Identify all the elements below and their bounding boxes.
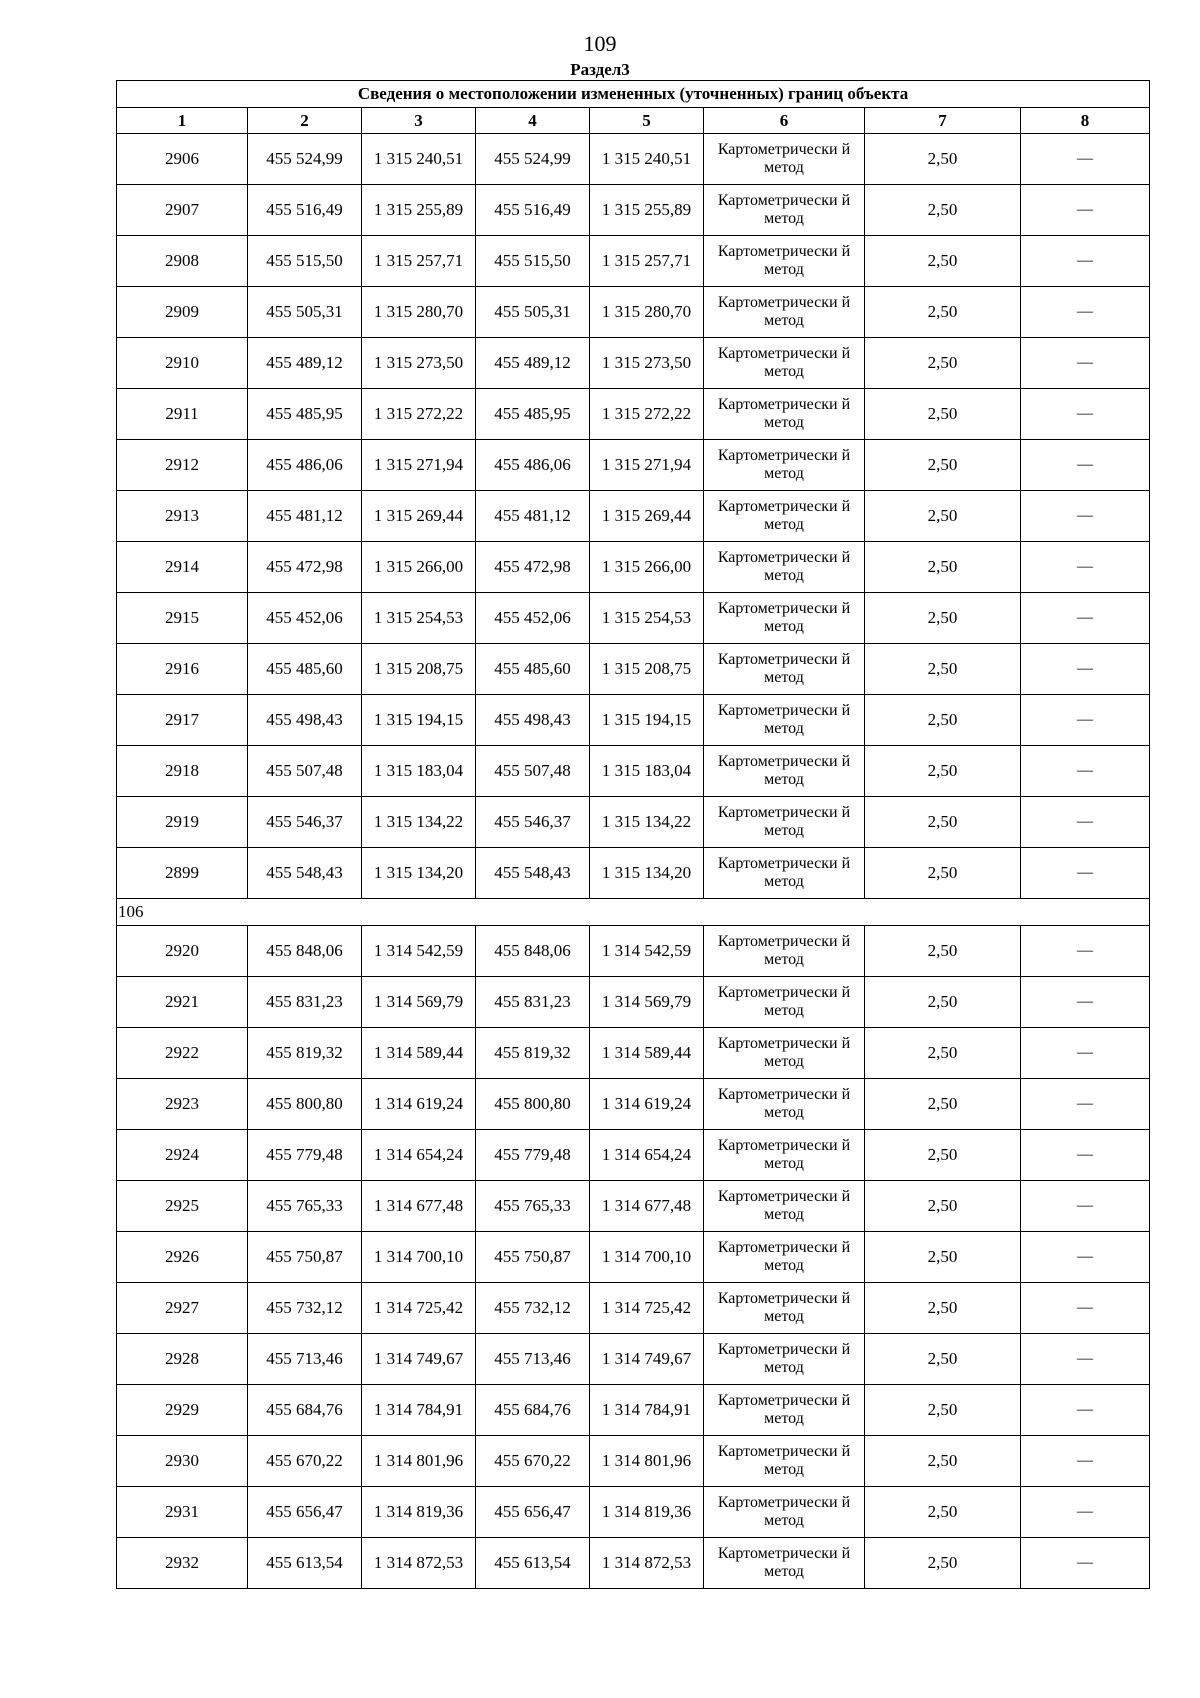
accuracy-cell: 2,50 <box>865 389 1021 440</box>
extra-cell: — <box>1021 542 1150 593</box>
y-new-cell: 1 315 240,51 <box>590 134 704 185</box>
y-existing-cell: 1 315 255,89 <box>362 185 476 236</box>
accuracy-cell: 2,50 <box>865 1538 1021 1589</box>
table-row <box>117 644 1150 695</box>
y-new-cell: 1 314 749,67 <box>590 1334 704 1385</box>
x-new-cell: 455 481,12 <box>476 491 590 542</box>
method-cell: Картометрически й метод <box>704 1436 865 1487</box>
x-new-cell: 455 507,48 <box>476 746 590 797</box>
extra-cell: — <box>1021 1436 1150 1487</box>
extra-cell: — <box>1021 1028 1150 1079</box>
accuracy-cell: 2,50 <box>865 185 1021 236</box>
y-existing-cell: 1 314 619,24 <box>362 1079 476 1130</box>
extra-cell: — <box>1021 1232 1150 1283</box>
extra-cell: — <box>1021 1487 1150 1538</box>
y-existing-cell: 1 315 280,70 <box>362 287 476 338</box>
y-new-cell: 1 315 280,70 <box>590 287 704 338</box>
extra-cell: — <box>1021 491 1150 542</box>
y-existing-cell: 1 314 677,48 <box>362 1181 476 1232</box>
accuracy-cell: 2,50 <box>865 1232 1021 1283</box>
x-existing-cell: 455 516,49 <box>248 185 362 236</box>
x-existing-cell: 455 548,43 <box>248 848 362 899</box>
y-new-cell: 1 315 257,71 <box>590 236 704 287</box>
method-cell: Картометрически й метод <box>704 1538 865 1589</box>
method-cell: Картометрически й метод <box>704 1283 865 1334</box>
x-new-cell: 455 656,47 <box>476 1487 590 1538</box>
x-new-cell: 455 750,87 <box>476 1232 590 1283</box>
accuracy-cell: 2,50 <box>865 1181 1021 1232</box>
method-cell: Картометрически й метод <box>704 185 865 236</box>
point-number-cell: 2925 <box>117 1181 248 1232</box>
table-row <box>117 848 1150 899</box>
x-new-cell: 455 485,60 <box>476 644 590 695</box>
table-row <box>117 1538 1150 1589</box>
table-row <box>117 389 1150 440</box>
y-new-cell: 1 314 542,59 <box>590 926 704 977</box>
method-cell: Картометрически й метод <box>704 593 865 644</box>
table-row <box>117 926 1150 977</box>
y-existing-cell: 1 314 749,67 <box>362 1334 476 1385</box>
accuracy-cell: 2,50 <box>865 491 1021 542</box>
accuracy-cell: 2,50 <box>865 134 1021 185</box>
x-existing-cell: 455 486,06 <box>248 440 362 491</box>
x-new-cell: 455 452,06 <box>476 593 590 644</box>
extra-cell: — <box>1021 389 1150 440</box>
x-new-cell: 455 485,95 <box>476 389 590 440</box>
x-new-cell: 455 765,33 <box>476 1181 590 1232</box>
point-number-cell: 2922 <box>117 1028 248 1079</box>
table-row <box>117 236 1150 287</box>
point-number-cell: 2918 <box>117 746 248 797</box>
extra-cell: — <box>1021 440 1150 491</box>
accuracy-cell: 2,50 <box>865 287 1021 338</box>
y-new-cell: 1 314 725,42 <box>590 1283 704 1334</box>
y-new-cell: 1 315 134,22 <box>590 797 704 848</box>
table-caption: Сведения о местоположении измененных (уточненных) границ объекта <box>117 81 1150 108</box>
extra-cell: — <box>1021 848 1150 899</box>
method-cell: Картометрически й метод <box>704 1079 865 1130</box>
y-existing-cell: 1 315 194,15 <box>362 695 476 746</box>
column-number: 3 <box>362 108 476 134</box>
x-new-cell: 455 831,23 <box>476 977 590 1028</box>
column-number: 6 <box>704 108 865 134</box>
accuracy-cell: 2,50 <box>865 542 1021 593</box>
x-new-cell: 455 800,80 <box>476 1079 590 1130</box>
table-row <box>117 797 1150 848</box>
table-row <box>117 542 1150 593</box>
extra-cell: — <box>1021 1079 1150 1130</box>
y-existing-cell: 1 315 134,20 <box>362 848 476 899</box>
y-existing-cell: 1 315 254,53 <box>362 593 476 644</box>
column-number: 1 <box>117 108 248 134</box>
x-new-cell: 455 505,31 <box>476 287 590 338</box>
y-existing-cell: 1 315 183,04 <box>362 746 476 797</box>
extra-cell: — <box>1021 1538 1150 1589</box>
accuracy-cell: 2,50 <box>865 1385 1021 1436</box>
y-existing-cell: 1 314 700,10 <box>362 1232 476 1283</box>
accuracy-cell: 2,50 <box>865 644 1021 695</box>
x-new-cell: 455 486,06 <box>476 440 590 491</box>
x-existing-cell: 455 507,48 <box>248 746 362 797</box>
group-row <box>117 899 1150 926</box>
x-existing-cell: 455 750,87 <box>248 1232 362 1283</box>
x-new-cell: 455 548,43 <box>476 848 590 899</box>
x-existing-cell: 455 713,46 <box>248 1334 362 1385</box>
point-number-cell: 2924 <box>117 1130 248 1181</box>
column-number: 4 <box>476 108 590 134</box>
extra-cell: — <box>1021 593 1150 644</box>
method-cell: Картометрически й метод <box>704 926 865 977</box>
y-existing-cell: 1 314 654,24 <box>362 1130 476 1181</box>
x-new-cell: 455 489,12 <box>476 338 590 389</box>
table-row <box>117 746 1150 797</box>
x-existing-cell: 455 452,06 <box>248 593 362 644</box>
point-number-cell: 2908 <box>117 236 248 287</box>
table-row <box>117 1487 1150 1538</box>
extra-cell: — <box>1021 746 1150 797</box>
x-existing-cell: 455 546,37 <box>248 797 362 848</box>
extra-cell: — <box>1021 134 1150 185</box>
y-new-cell: 1 315 271,94 <box>590 440 704 491</box>
point-number-cell: 2923 <box>117 1079 248 1130</box>
section-title: Раздел3 <box>570 60 630 79</box>
x-new-cell: 455 472,98 <box>476 542 590 593</box>
x-new-cell: 455 670,22 <box>476 1436 590 1487</box>
x-existing-cell: 455 524,99 <box>248 134 362 185</box>
y-existing-cell: 1 315 208,75 <box>362 644 476 695</box>
accuracy-cell: 2,50 <box>865 593 1021 644</box>
accuracy-cell: 2,50 <box>865 695 1021 746</box>
column-number: 5 <box>590 108 704 134</box>
method-cell: Картометрически й метод <box>704 1232 865 1283</box>
extra-cell: — <box>1021 1334 1150 1385</box>
x-new-cell: 455 498,43 <box>476 695 590 746</box>
y-existing-cell: 1 314 784,91 <box>362 1385 476 1436</box>
point-number-cell: 2912 <box>117 440 248 491</box>
table-row <box>117 1283 1150 1334</box>
y-new-cell: 1 314 801,96 <box>590 1436 704 1487</box>
table-row <box>117 1436 1150 1487</box>
y-new-cell: 1 315 273,50 <box>590 338 704 389</box>
accuracy-cell: 2,50 <box>865 746 1021 797</box>
y-existing-cell: 1 314 801,96 <box>362 1436 476 1487</box>
point-number-cell: 2914 <box>117 542 248 593</box>
table-row <box>117 977 1150 1028</box>
extra-cell: — <box>1021 338 1150 389</box>
y-new-cell: 1 314 677,48 <box>590 1181 704 1232</box>
table-row <box>117 440 1150 491</box>
x-existing-cell: 455 765,33 <box>248 1181 362 1232</box>
point-number-cell: 2930 <box>117 1436 248 1487</box>
x-existing-cell: 455 613,54 <box>248 1538 362 1589</box>
point-number-cell: 2907 <box>117 185 248 236</box>
x-existing-cell: 455 656,47 <box>248 1487 362 1538</box>
accuracy-cell: 2,50 <box>865 1283 1021 1334</box>
x-new-cell: 455 713,46 <box>476 1334 590 1385</box>
extra-cell: — <box>1021 1385 1150 1436</box>
x-existing-cell: 455 485,60 <box>248 644 362 695</box>
point-number-cell: 2911 <box>117 389 248 440</box>
x-new-cell: 455 819,32 <box>476 1028 590 1079</box>
x-existing-cell: 455 498,43 <box>248 695 362 746</box>
method-cell: Картометрически й метод <box>704 338 865 389</box>
method-cell: Картометрически й метод <box>704 644 865 695</box>
y-existing-cell: 1 315 240,51 <box>362 134 476 185</box>
y-existing-cell: 1 315 266,00 <box>362 542 476 593</box>
accuracy-cell: 2,50 <box>865 926 1021 977</box>
coordinates-table <box>116 80 1150 1589</box>
table-row <box>117 695 1150 746</box>
extra-cell: — <box>1021 926 1150 977</box>
y-new-cell: 1 314 872,53 <box>590 1538 704 1589</box>
x-existing-cell: 455 819,32 <box>248 1028 362 1079</box>
extra-cell: — <box>1021 287 1150 338</box>
table-row <box>117 1181 1150 1232</box>
point-number-cell: 2917 <box>117 695 248 746</box>
method-cell: Картометрически й метод <box>704 848 865 899</box>
accuracy-cell: 2,50 <box>865 848 1021 899</box>
x-new-cell: 455 515,50 <box>476 236 590 287</box>
point-number-cell: 2915 <box>117 593 248 644</box>
table-row <box>117 1385 1150 1436</box>
accuracy-cell: 2,50 <box>865 797 1021 848</box>
x-existing-cell: 455 481,12 <box>248 491 362 542</box>
point-number-cell: 2928 <box>117 1334 248 1385</box>
y-existing-cell: 1 315 271,94 <box>362 440 476 491</box>
y-new-cell: 1 315 255,89 <box>590 185 704 236</box>
y-existing-cell: 1 314 872,53 <box>362 1538 476 1589</box>
x-existing-cell: 455 831,23 <box>248 977 362 1028</box>
table-row <box>117 185 1150 236</box>
group-label: 106 <box>117 899 1150 926</box>
extra-cell: — <box>1021 1181 1150 1232</box>
y-new-cell: 1 315 254,53 <box>590 593 704 644</box>
x-new-cell: 455 613,54 <box>476 1538 590 1589</box>
x-existing-cell: 455 489,12 <box>248 338 362 389</box>
point-number-cell: 2919 <box>117 797 248 848</box>
point-number-cell: 2920 <box>117 926 248 977</box>
y-existing-cell: 1 314 589,44 <box>362 1028 476 1079</box>
method-cell: Картометрически й метод <box>704 1385 865 1436</box>
x-existing-cell: 455 472,98 <box>248 542 362 593</box>
method-cell: Картометрически й метод <box>704 1487 865 1538</box>
x-existing-cell: 455 505,31 <box>248 287 362 338</box>
point-number-cell: 2916 <box>117 644 248 695</box>
column-number-row <box>117 108 1150 134</box>
x-existing-cell: 455 848,06 <box>248 926 362 977</box>
x-existing-cell: 455 732,12 <box>248 1283 362 1334</box>
table-row <box>117 1334 1150 1385</box>
method-cell: Картометрически й метод <box>704 236 865 287</box>
table-row <box>117 593 1150 644</box>
method-cell: Картометрически й метод <box>704 746 865 797</box>
point-number-cell: 2932 <box>117 1538 248 1589</box>
extra-cell: — <box>1021 977 1150 1028</box>
method-cell: Картометрически й метод <box>704 977 865 1028</box>
accuracy-cell: 2,50 <box>865 1487 1021 1538</box>
accuracy-cell: 2,50 <box>865 440 1021 491</box>
extra-cell: — <box>1021 797 1150 848</box>
table-row <box>117 1232 1150 1283</box>
method-cell: Картометрически й метод <box>704 1028 865 1079</box>
x-existing-cell: 455 515,50 <box>248 236 362 287</box>
method-cell: Картометрически й метод <box>704 287 865 338</box>
table-row <box>117 338 1150 389</box>
y-new-cell: 1 314 654,24 <box>590 1130 704 1181</box>
method-cell: Картометрически й метод <box>704 797 865 848</box>
y-existing-cell: 1 315 257,71 <box>362 236 476 287</box>
y-existing-cell: 1 314 542,59 <box>362 926 476 977</box>
y-new-cell: 1 315 183,04 <box>590 746 704 797</box>
page-number: 109 <box>583 31 617 56</box>
x-new-cell: 455 848,06 <box>476 926 590 977</box>
extra-cell: — <box>1021 185 1150 236</box>
method-cell: Картометрически й метод <box>704 1181 865 1232</box>
extra-cell: — <box>1021 236 1150 287</box>
extra-cell: — <box>1021 1283 1150 1334</box>
table-row <box>117 287 1150 338</box>
table-row <box>117 1028 1150 1079</box>
accuracy-cell: 2,50 <box>865 1334 1021 1385</box>
method-cell: Картометрически й метод <box>704 134 865 185</box>
y-new-cell: 1 314 569,79 <box>590 977 704 1028</box>
accuracy-cell: 2,50 <box>865 977 1021 1028</box>
x-new-cell: 455 546,37 <box>476 797 590 848</box>
accuracy-cell: 2,50 <box>865 1028 1021 1079</box>
extra-cell: — <box>1021 1130 1150 1181</box>
point-number-cell: 2929 <box>117 1385 248 1436</box>
y-new-cell: 1 315 208,75 <box>590 644 704 695</box>
table-row <box>117 491 1150 542</box>
x-new-cell: 455 779,48 <box>476 1130 590 1181</box>
column-number: 8 <box>1021 108 1150 134</box>
extra-cell: — <box>1021 695 1150 746</box>
x-existing-cell: 455 684,76 <box>248 1385 362 1436</box>
accuracy-cell: 2,50 <box>865 1130 1021 1181</box>
y-new-cell: 1 315 272,22 <box>590 389 704 440</box>
y-new-cell: 1 314 700,10 <box>590 1232 704 1283</box>
y-existing-cell: 1 315 269,44 <box>362 491 476 542</box>
accuracy-cell: 2,50 <box>865 1079 1021 1130</box>
accuracy-cell: 2,50 <box>865 338 1021 389</box>
y-existing-cell: 1 314 569,79 <box>362 977 476 1028</box>
column-number: 7 <box>865 108 1021 134</box>
table-row <box>117 1079 1150 1130</box>
y-existing-cell: 1 315 134,22 <box>362 797 476 848</box>
y-new-cell: 1 315 134,20 <box>590 848 704 899</box>
point-number-cell: 2910 <box>117 338 248 389</box>
method-cell: Картометрически й метод <box>704 389 865 440</box>
x-existing-cell: 455 670,22 <box>248 1436 362 1487</box>
y-existing-cell: 1 314 725,42 <box>362 1283 476 1334</box>
table-row <box>117 134 1150 185</box>
point-number-cell: 2921 <box>117 977 248 1028</box>
x-new-cell: 455 516,49 <box>476 185 590 236</box>
y-new-cell: 1 315 194,15 <box>590 695 704 746</box>
method-cell: Картометрически й метод <box>704 440 865 491</box>
point-number-cell: 2926 <box>117 1232 248 1283</box>
table-body <box>117 134 1150 1589</box>
method-cell: Картометрически й метод <box>704 542 865 593</box>
method-cell: Картометрически й метод <box>704 1130 865 1181</box>
table-row <box>117 1130 1150 1181</box>
y-new-cell: 1 314 784,91 <box>590 1385 704 1436</box>
point-number-cell: 2909 <box>117 287 248 338</box>
method-cell: Картометрически й метод <box>704 1334 865 1385</box>
x-existing-cell: 455 800,80 <box>248 1079 362 1130</box>
y-new-cell: 1 315 269,44 <box>590 491 704 542</box>
point-number-cell: 2899 <box>117 848 248 899</box>
x-new-cell: 455 732,12 <box>476 1283 590 1334</box>
point-number-cell: 2906 <box>117 134 248 185</box>
y-new-cell: 1 314 589,44 <box>590 1028 704 1079</box>
x-existing-cell: 455 485,95 <box>248 389 362 440</box>
y-new-cell: 1 314 619,24 <box>590 1079 704 1130</box>
x-new-cell: 455 684,76 <box>476 1385 590 1436</box>
y-new-cell: 1 314 819,36 <box>590 1487 704 1538</box>
accuracy-cell: 2,50 <box>865 1436 1021 1487</box>
column-number: 2 <box>248 108 362 134</box>
method-cell: Картометрически й метод <box>704 491 865 542</box>
x-new-cell: 455 524,99 <box>476 134 590 185</box>
point-number-cell: 2913 <box>117 491 248 542</box>
point-number-cell: 2931 <box>117 1487 248 1538</box>
y-new-cell: 1 315 266,00 <box>590 542 704 593</box>
y-existing-cell: 1 315 273,50 <box>362 338 476 389</box>
x-existing-cell: 455 779,48 <box>248 1130 362 1181</box>
y-existing-cell: 1 315 272,22 <box>362 389 476 440</box>
y-existing-cell: 1 314 819,36 <box>362 1487 476 1538</box>
method-cell: Картометрически й метод <box>704 695 865 746</box>
accuracy-cell: 2,50 <box>865 236 1021 287</box>
point-number-cell: 2927 <box>117 1283 248 1334</box>
extra-cell: — <box>1021 644 1150 695</box>
